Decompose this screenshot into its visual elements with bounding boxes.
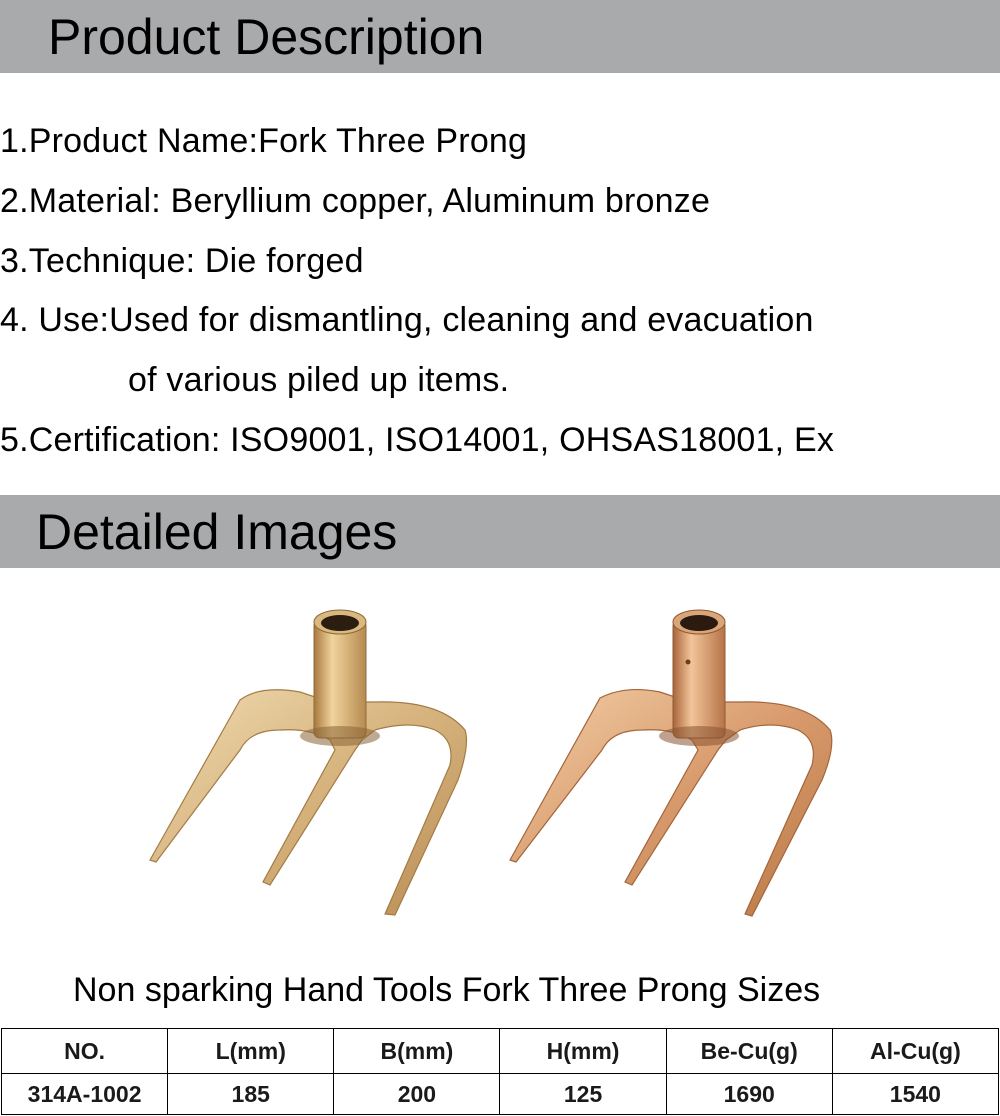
- cell-height: 125: [500, 1074, 666, 1115]
- fork-image-right: [510, 610, 832, 916]
- col-header-length: L(mm): [168, 1029, 334, 1074]
- col-header-be-cu: Be-Cu(g): [666, 1029, 832, 1074]
- cell-width: 200: [334, 1074, 500, 1115]
- description-line-technique: 3.Technique: Die forged: [0, 242, 364, 280]
- detailed-images-title: Detailed Images: [36, 504, 398, 560]
- description-line-material: 2.Material: Beryllium copper, Aluminum bronze: [0, 182, 711, 220]
- fork-images: [0, 580, 1000, 940]
- fork-image-left: [150, 610, 466, 915]
- col-header-width: B(mm): [334, 1029, 500, 1074]
- col-header-no: NO.: [2, 1029, 168, 1074]
- col-header-height: H(mm): [500, 1029, 666, 1074]
- description-line-certification: 5.Certification: ISO9001, ISO14001, OHSAS18001, Ex: [0, 421, 835, 459]
- col-header-al-cu: Al-Cu(g): [832, 1029, 998, 1074]
- cell-no: 314A-1002: [2, 1074, 168, 1115]
- cell-al-cu: 1540: [832, 1074, 998, 1115]
- description-line-use-continued: of various piled up items.: [128, 361, 510, 399]
- cell-be-cu: 1690: [666, 1074, 832, 1115]
- cell-length: 185: [168, 1074, 334, 1115]
- description-line-name: 1.Product Name:Fork Three Prong: [0, 122, 528, 160]
- table-title: Non sparking Hand Tools Fork Three Prong Sizes: [73, 971, 821, 1009]
- table-row: [2, 1074, 999, 1115]
- table-header-row: [2, 1029, 999, 1074]
- product-description-title: Product Description: [48, 9, 485, 65]
- size-table: [1, 1028, 999, 1115]
- description-line-use: 4. Use:Used for dismantling, cleaning and evacuation: [0, 301, 814, 339]
